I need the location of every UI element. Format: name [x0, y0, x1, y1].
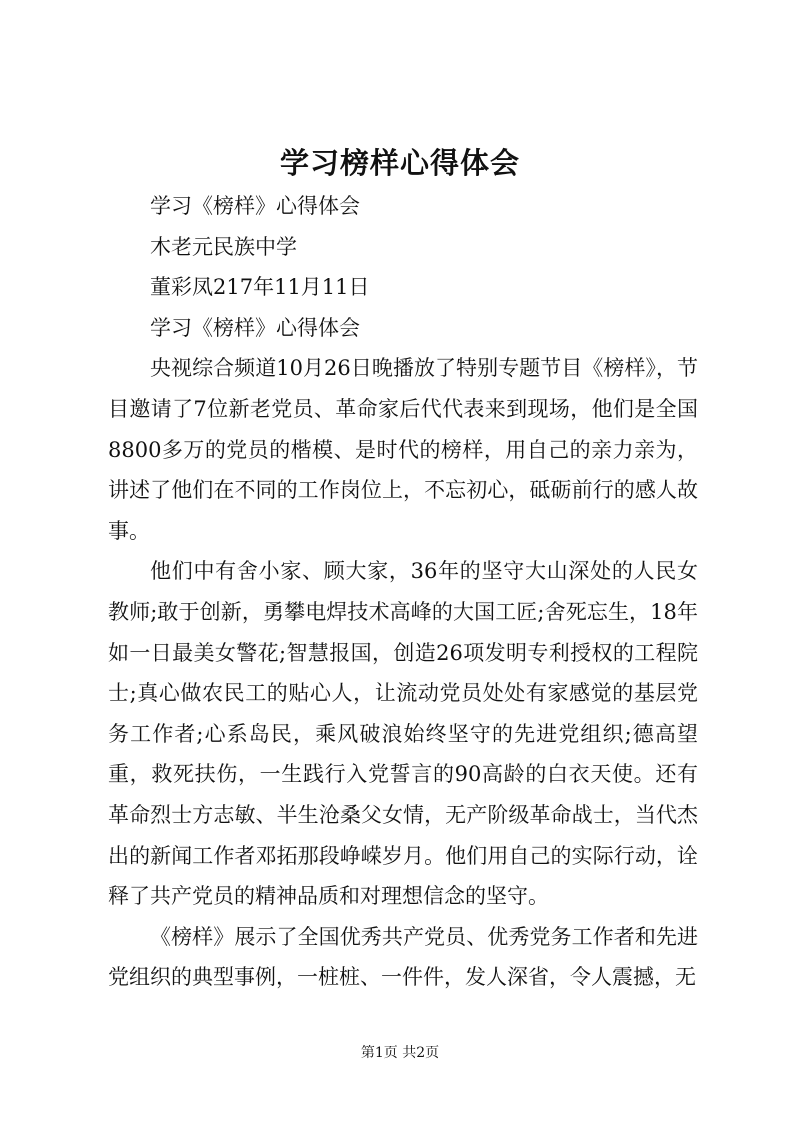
subtitle-repeat-line: 学习《榜样》心得体会 — [150, 315, 360, 340]
subtitle-line: 学习《榜样》心得体会 — [150, 194, 360, 218]
body-paragraph: 他们中有舍小家、顾大家，36年的坚守大山深处的人民女教师;敢于创新，勇攀电焊技术高峰的大国工匠;舍死忘生，18年如一日最美女警花;智慧报国，创造26项发明专利授权的工程院士;真心做农民工的贴心人，让流动党员处处有家感觉的基层党务工作者;心系岛民，乘风破浪始终坚守的先进党组织;德高望重，救死扶伤，一生践行入党誓言的90高龄的白衣天使。还有革命烈士方志敏、半生沧桑父女情，无产阶级革命战士，当代杰出的新闻工作者邓拓那段峥嵘岁月。他们用自己的实际行动，诠释了共产党员的精神品质和对理想信念的坚守。 — [108, 559, 698, 909]
body-paragraph: 《榜样》展示了全国优秀共产党员、优秀党务工作者和先进党组织的典型事例，一桩桩、一件件，发人深省，令人震撼，无 — [108, 924, 698, 990]
document-body — [108, 186, 698, 998]
author-date-line: 董彩凤217年11月11日 — [150, 275, 370, 300]
school-line: 木老元民族中学 — [150, 234, 297, 259]
document-title: 学习榜样心得体会 — [279, 146, 520, 180]
body-paragraph: 央视综合频道10月26日晚播放了特别专题节目《榜样》，节目邀请了7位新老党员、革命家后代代表来到现场，他们是全国8800多万的党员的楷模、是时代的榜样，用自己的亲力亲为，讲述了他们在不同的工作岗位上，不忘初心，砥砺前行的感人故事。 — [108, 356, 698, 543]
page-footer: 第1页 共2页 — [360, 1045, 440, 1061]
